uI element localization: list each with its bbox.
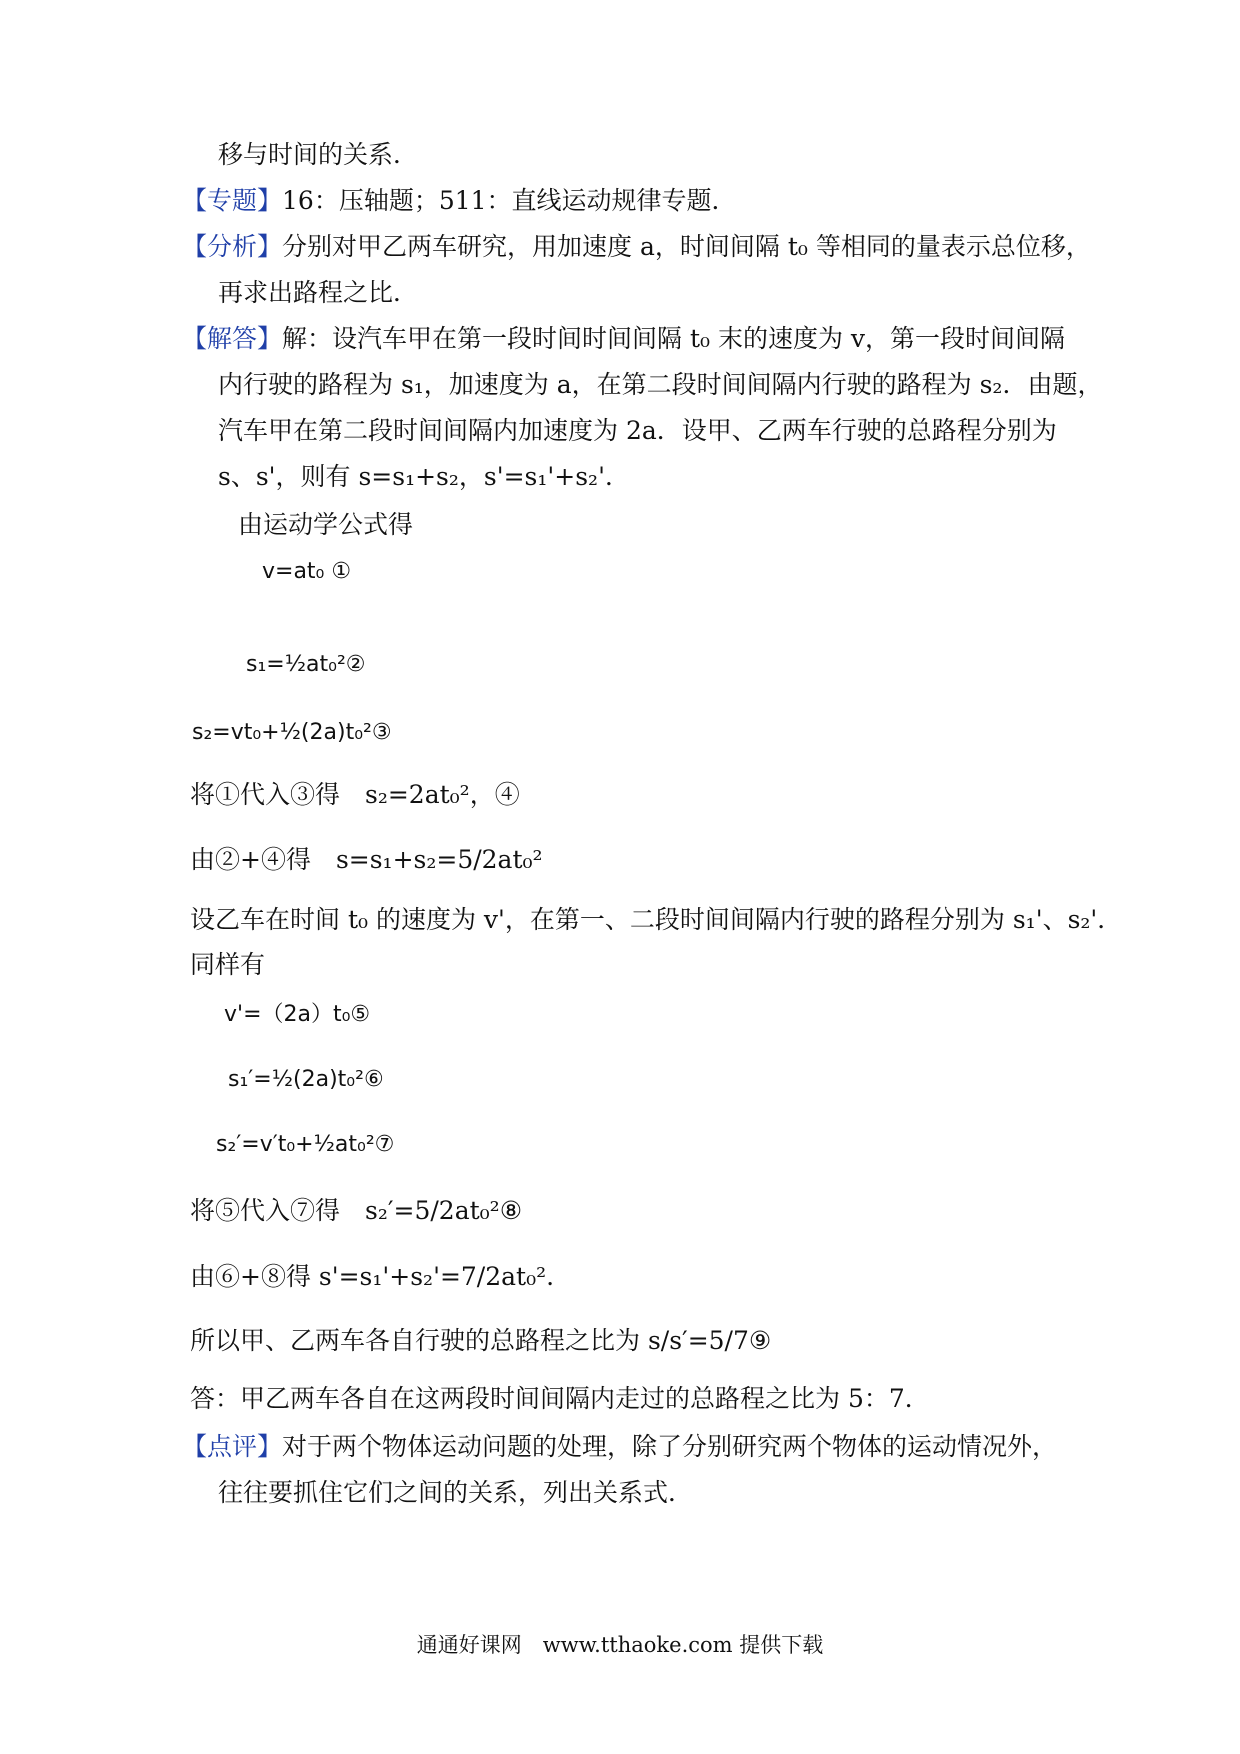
equation-4: 将①代入③得 s₂=2at₀²，④ [190,780,520,809]
text-line: 由运动学公式得 [238,510,414,539]
text-line: 设乙车在时间 t₀ 的速度为 v'，在第一、二段时间间隔内行驶的路程分别为 s₁'、s₂'． [190,905,1123,934]
text-line: 再求出路程之比． [218,278,419,307]
equation-9: 将⑤代入⑦得 s₂′=5/2at₀²⑧ [190,1196,523,1225]
text-line: s、s'，则有 s=s₁+s₂，s'=s₁'+s₂'． [218,462,630,491]
solution-text: 解：设汽车甲在第一段时间时间间隔 t₀ 末的速度为 v，第一段时间间隔 [282,324,1066,353]
text-line: 同样有 [190,950,266,979]
equation-2: s₁=½at₀²② [246,652,366,677]
topic-text: 16：压轴题；511：直线运动规律专题． [282,186,737,215]
text-line: 往往要抓住它们之间的关系，列出关系式． [218,1478,694,1507]
section-analysis [182,232,1091,262]
topic-tag: 【专题】 [182,186,283,215]
text-line: 内行驶的路程为 s₁，加速度为 a，在第二段时间间隔内行驶的路程为 s₂．由题， [218,370,1103,399]
equation-10: 由⑥+⑧得 s'=s₁'+s₂'=7/2at₀². [190,1262,555,1291]
answer-line: 答：甲乙两车各自在这两段时间间隔内走过的总路程之比为 5：7． [190,1384,930,1413]
equation-6: v'=（2a）t₀⑤ [224,1002,371,1027]
equation-5: 由②+④得 s=s₁+s₂=5/2at₀² [190,845,543,874]
text-line: 汽车甲在第二段时间间隔内加速度为 2a．设甲、乙两车行驶的总路程分别为 [218,416,1057,445]
analysis-text: 分别对甲乙两车研究，用加速度 a，时间间隔 t₀ 等相同的量表示总位移， [282,232,1091,261]
equation-1: v=at₀ ① [262,559,352,584]
comment-tag: 【点评】 [182,1432,283,1461]
comment-text: 对于两个物体运动问题的处理，除了分别研究两个物体的运动情况外， [282,1432,1058,1461]
solution-tag: 【解答】 [182,324,283,353]
section-solution [182,324,1065,354]
section-comment [182,1432,1057,1462]
section-topic [182,186,737,216]
equation-8: s₂′=v′t₀+½at₀²⑦ [216,1132,395,1157]
equation-11: 所以甲、乙两车各自行驶的总路程之比为 s/s′=5/7⑨ [190,1326,772,1355]
page-footer: 通通好课网 www.tthaoke.com 提供下载 [416,1633,824,1657]
equation-7: s₁′=½(2a)t₀²⑥ [228,1067,384,1092]
equation-3: s₂=vt₀+½(2a)t₀²③ [192,720,392,745]
text-line: 移与时间的关系． [218,140,419,169]
analysis-tag: 【分析】 [182,232,283,261]
